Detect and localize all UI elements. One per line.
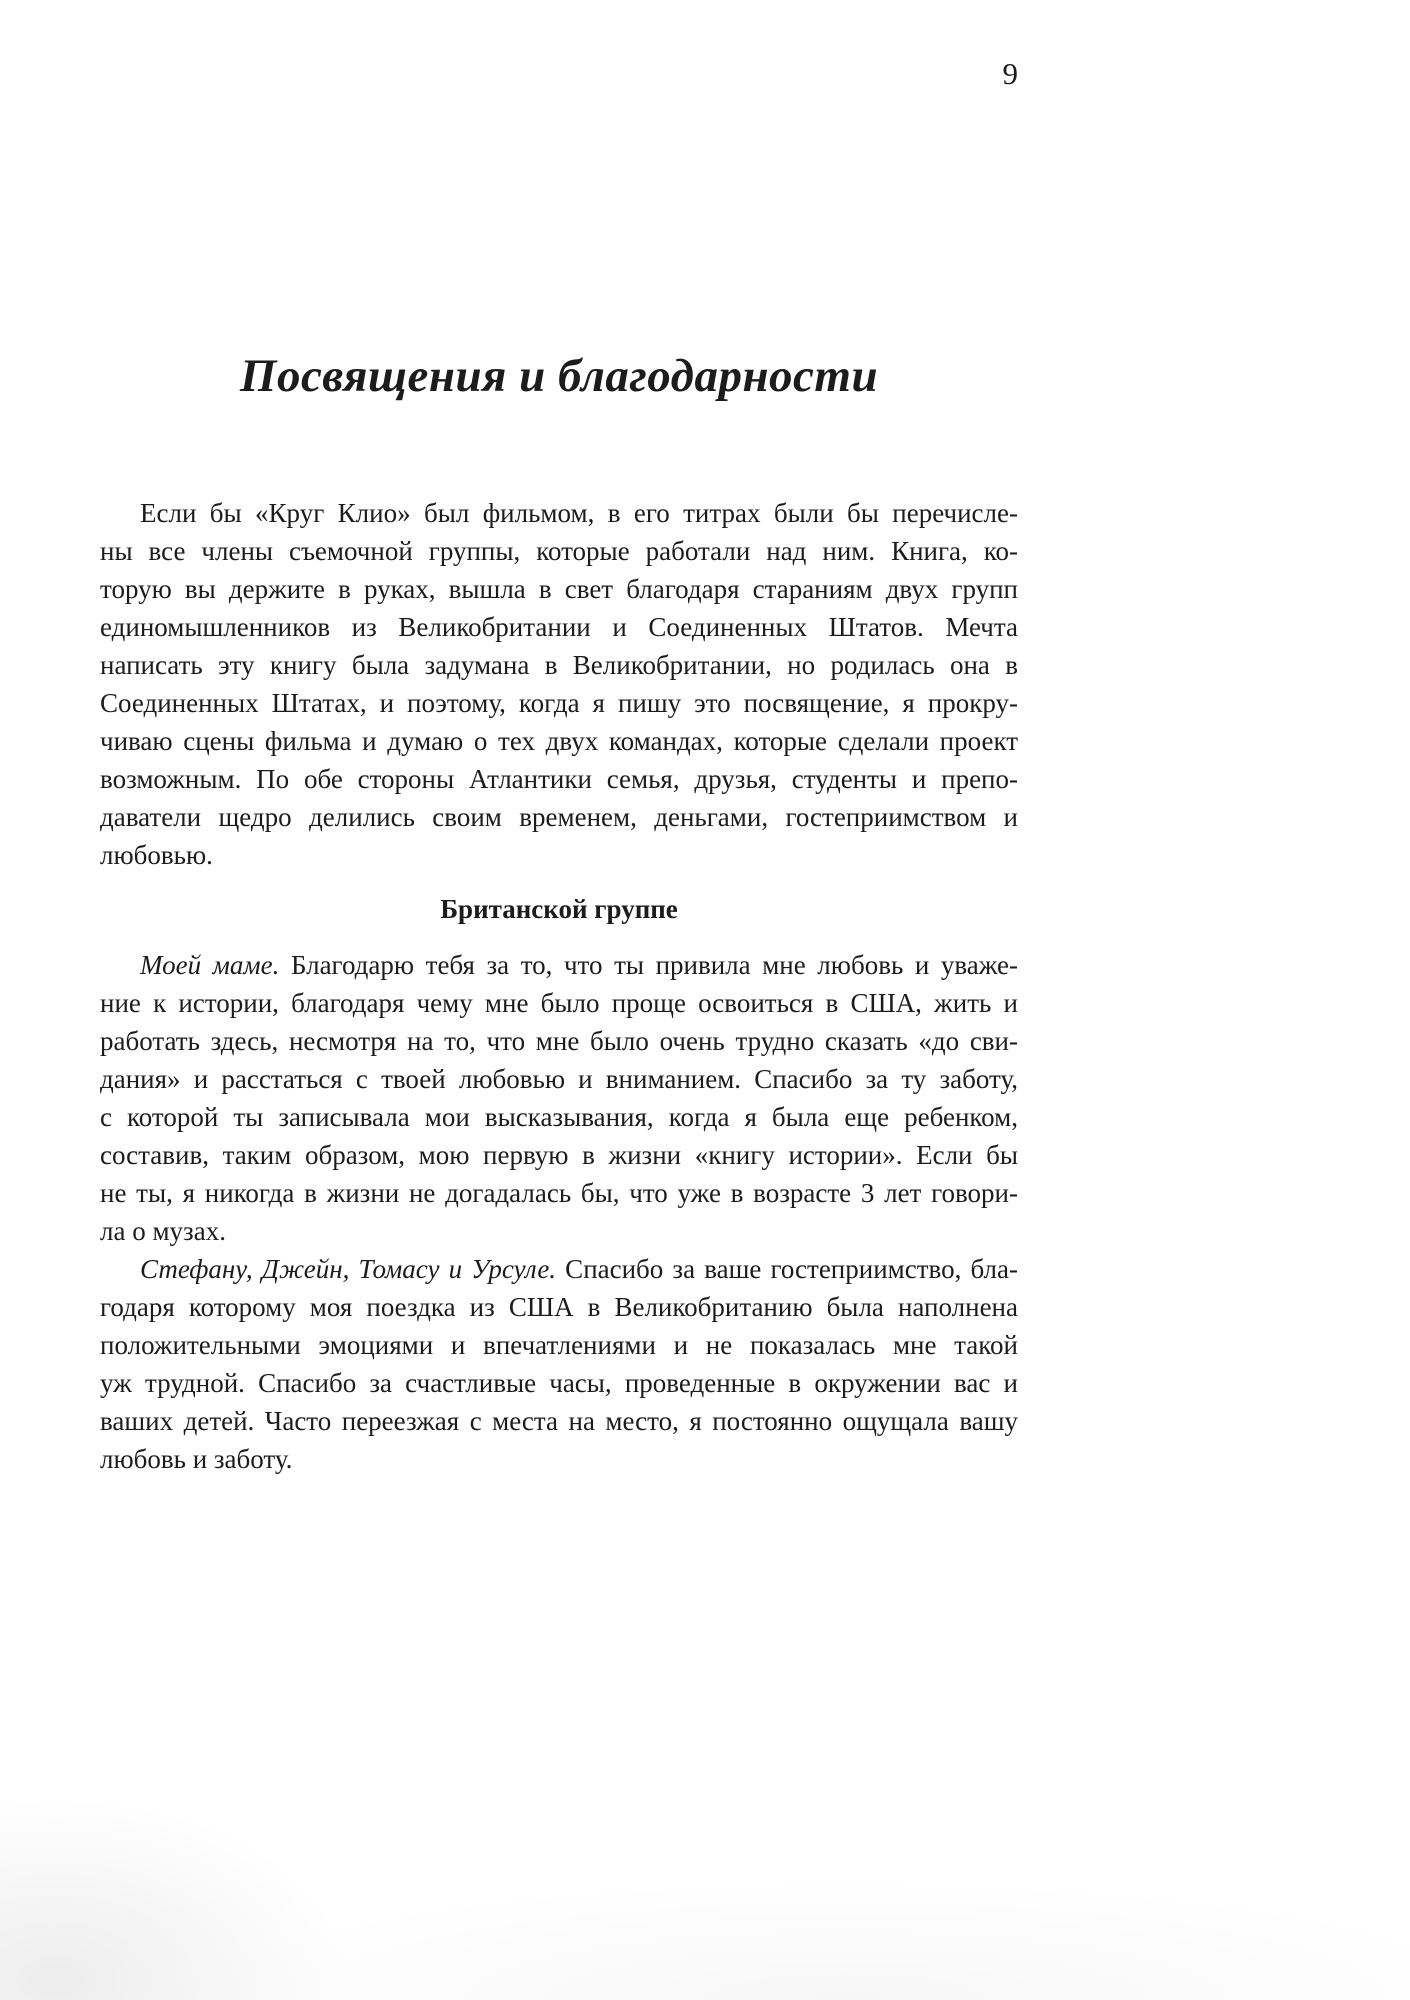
text-column (100, 494, 1018, 1478)
paragraph-lead: Стефану, Джейн, Томасу и Урсуле. (140, 1254, 557, 1284)
text-line: даватели щедро делились своим временем, деньгами, гостеприимством и (100, 802, 1018, 832)
text-line: ние к истории, благодаря чему мне было проще освоиться в США, жить и (100, 988, 1018, 1018)
text-line: не ты, я никогда в жизни не догадалась бы, что уже в возрасте 3 лет говори- (100, 1178, 1018, 1208)
text-line: написать эту книгу была задумана в Великобритании, но родилась она в (100, 650, 1018, 680)
text-line: ла о музах. (100, 1216, 226, 1246)
paragraph (100, 1250, 1018, 1478)
text-line (100, 1250, 1018, 1288)
text-line: с которой ты записывала мои высказывания, когда я была еще ребенком, (100, 1102, 1018, 1132)
paragraph-text: Благодарю тебя за то, что ты привила мне любовь и уваже- (279, 950, 1019, 980)
text-line: любовью. (100, 840, 213, 870)
text-line: дания» и расстаться с твоей любовью и вниманием. Спасибо за ту заботу, (100, 1064, 1018, 1094)
paragraph-text: Спасибо за ваше гостеприимство, бла- (556, 1254, 1018, 1284)
paragraph (100, 494, 1018, 874)
text-line: чиваю сцены фильма и думаю о тех двух командах, которые сделали проект (100, 726, 1018, 756)
page-title: Посвящения и благодарности (239, 350, 879, 402)
text-line: работать здесь, несмотря на то, что мне было очень трудно сказать «до сви- (100, 1026, 1018, 1056)
text-line: любовь и заботу. (100, 1444, 293, 1474)
text-line: ваших детей. Часто переезжая с места на место, я постоянно ощущала вашу (100, 1406, 1018, 1436)
text-line: единомышленников из Великобритании и Соединенных Штатов. Мечта (100, 612, 1018, 642)
text-line: Соединенных Штатах, и поэтому, когда я пишу это посвящение, я прокру- (100, 688, 1018, 718)
text-line: ны все члены съемочной группы, которые работали над ним. Книга, ко- (100, 536, 1018, 566)
text-line: составив, таким образом, мою первую в жизни «книгу истории». Если бы (100, 1140, 1018, 1170)
text-line: годаря которому моя поездка из США в Великобританию была наполнена (100, 1292, 1018, 1322)
paragraph (100, 946, 1018, 1250)
paragraph-lead: Моей маме. (140, 950, 280, 980)
text-line (100, 946, 1018, 984)
page-number: 9 (1002, 56, 1018, 91)
text-line: возможным. По обе стороны Атлантики семья, друзья, студенты и препо- (100, 764, 1018, 794)
text-line: Если бы «Круг Клио» был фильмом, в его титрах были бы перечисле- (140, 498, 1018, 528)
text-line: положительными эмоциями и впечатлениями и не показалась мне такой (100, 1330, 1018, 1360)
section-heading: Британской группе (440, 894, 678, 924)
text-line: торую вы держите в руках, вышла в свет благодаря стараниям двух групп (100, 574, 1018, 604)
text-line: уж трудной. Спасибо за счастливые часы, проведенные в окружении вас и (100, 1368, 1018, 1398)
